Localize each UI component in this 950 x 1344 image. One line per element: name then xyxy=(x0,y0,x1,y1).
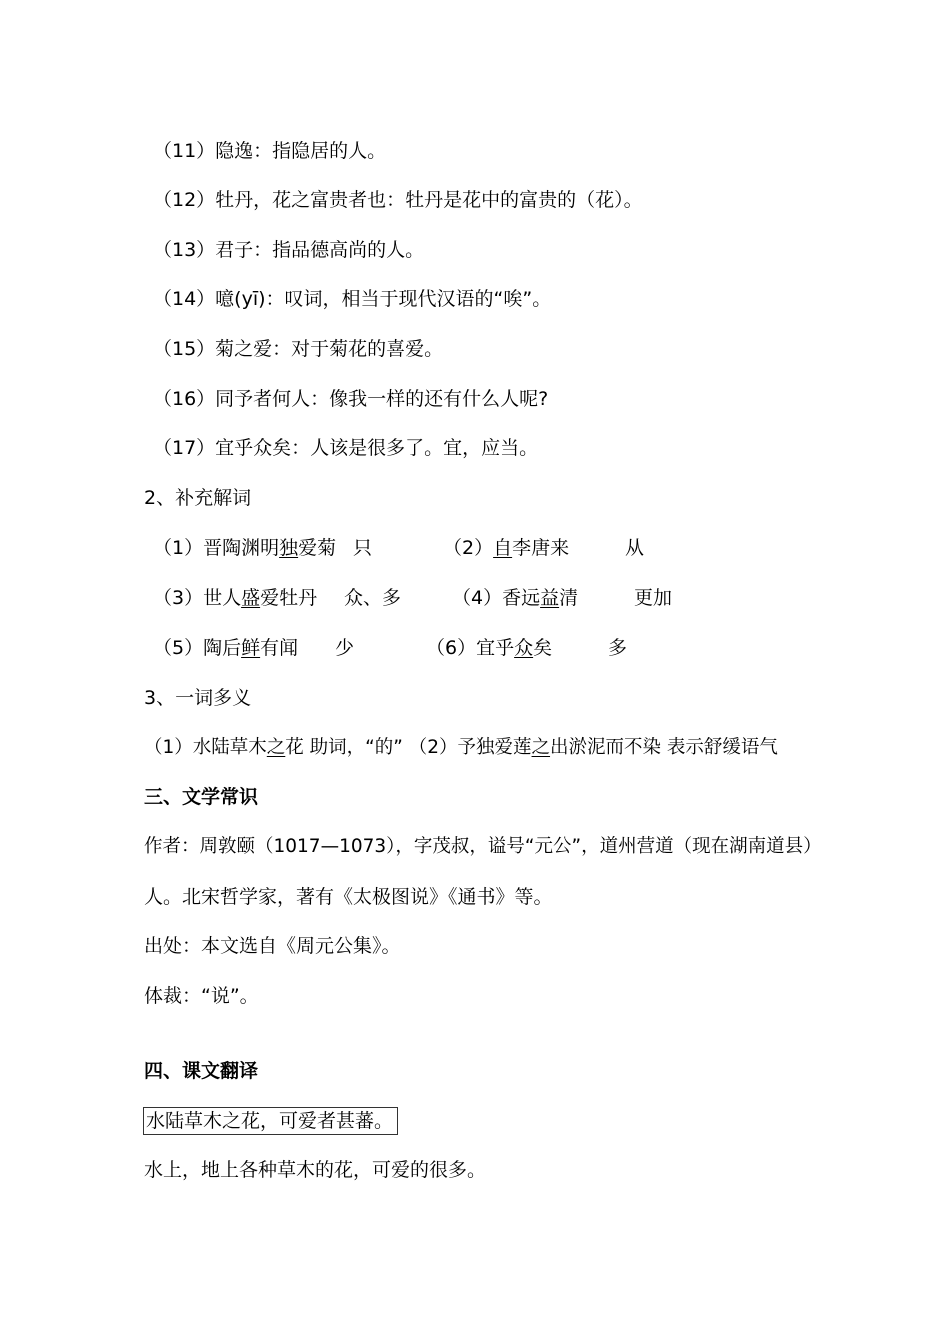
literature-heading: 三、文学常识 xyxy=(144,786,259,808)
supplement-meaning-2: 从 xyxy=(625,537,645,559)
author-line-1: 作者：周敦颐（1017—1073），字茂叔，谥号“元公”，道州营道（现在湖南道县） xyxy=(144,836,822,857)
note-15: （15）菊之爱：对于菊花的喜爱。 xyxy=(153,338,444,360)
note-17: （17）宜乎众矣：人该是很多了。宜，应当。 xyxy=(153,437,539,459)
supplement-meaning-1: 只 xyxy=(353,537,373,559)
note-11: （11）隐逸：指隐居的人。 xyxy=(153,140,387,162)
supplement-item-5: （5）陶后鲜有闻 xyxy=(153,637,299,659)
supplement-item-1: （1）晋陶渊明独爱菊 xyxy=(153,537,337,559)
supplement-meaning-6: 多 xyxy=(608,637,628,659)
original-text-box xyxy=(143,1107,398,1135)
genre-line: 体裁：“说”。 xyxy=(144,985,259,1007)
supplement-meaning-4: 更加 xyxy=(634,587,673,609)
supplement-item-3: （3）世人盛爱牡丹 xyxy=(153,587,318,609)
supplement-item-4: （4）香远益清 xyxy=(452,587,579,609)
note-16: （16）同予者何人：像我一样的还有什么人呢? xyxy=(153,388,549,410)
note-14: （14）噫(yī)：叹词，相当于现代汉语的“唉”。 xyxy=(153,288,552,310)
supplement-item-6: （6）宜乎众矣 xyxy=(426,637,553,659)
source-line: 出处：本文选自《周元公集》。 xyxy=(144,935,401,957)
original-text: 水陆草木之花，可爱者甚蕃。 xyxy=(143,1107,398,1135)
polysemy-line: （1）水陆草木之花 助词，“的” （2）予独爱莲之出淤泥而不染 表示舒缓语气 xyxy=(144,737,778,758)
polysemy-heading: 3、一词多义 xyxy=(144,687,252,709)
note-13: （13）君子：指品德高尚的人。 xyxy=(153,239,425,261)
modern-translation: 水上，地上各种草木的花，可爱的很多。 xyxy=(144,1159,487,1181)
supplement-meaning-3: 众、多 xyxy=(344,587,402,609)
supplement-heading: 2、补充解词 xyxy=(144,487,252,509)
translation-heading: 四、课文翻译 xyxy=(144,1060,259,1082)
supplement-item-2: （2）自李唐来 xyxy=(443,537,570,559)
note-12: （12）牡丹，花之富贵者也：牡丹是花中的富贵的（花）。 xyxy=(153,189,643,211)
supplement-meaning-5: 少 xyxy=(335,637,355,659)
author-line-2: 人。北宋哲学家，著有《太极图说》《通书》等。 xyxy=(144,886,553,908)
